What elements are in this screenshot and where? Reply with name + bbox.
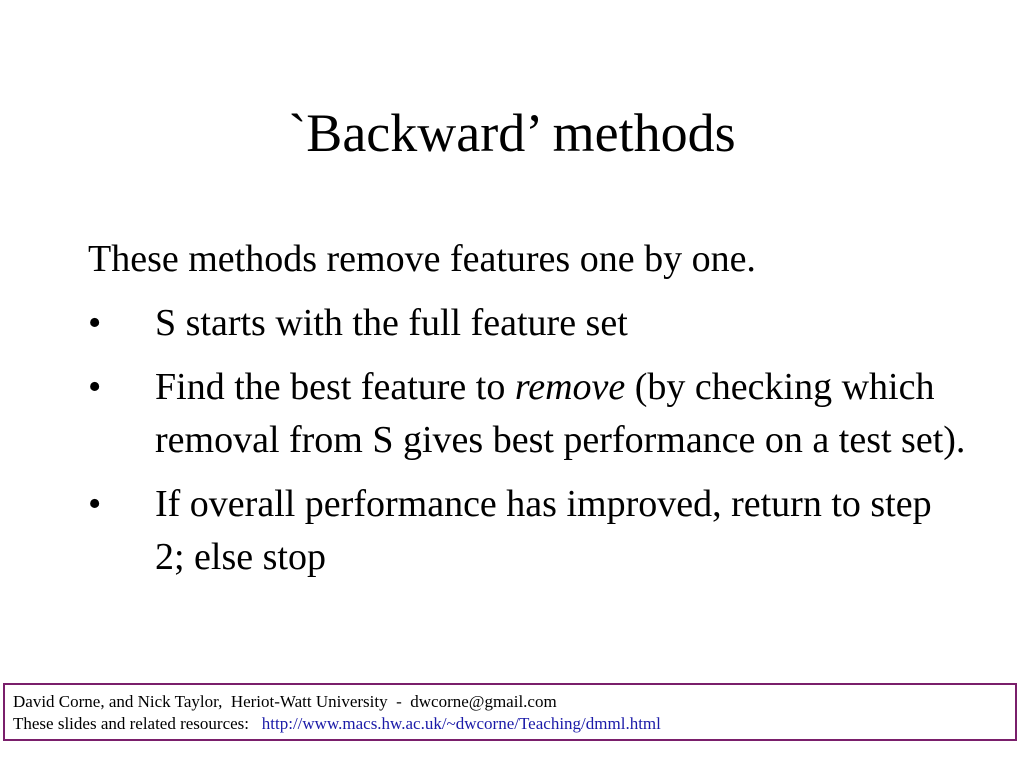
footer-resources-label: These slides and related resources:: [13, 714, 262, 733]
bullet-item: [88, 361, 968, 467]
slide-body: [88, 233, 968, 595]
bullet-text-after: (by checking which removal from S gives best performance on a test set).: [155, 366, 966, 461]
footer-resources-link[interactable]: http://www.macs.hw.ac.uk/~dwcorne/Teaching/dmml.html: [261, 714, 661, 733]
bullet-marker: •: [88, 366, 102, 408]
bullet-text: [155, 366, 965, 461]
bullet-list: [88, 297, 968, 584]
bullet-item: [88, 297, 968, 350]
footer-resources: [13, 713, 1015, 735]
bullet-marker: •: [88, 483, 102, 525]
footer-credits: David Corne, and Nick Taylor, Heriot-Watt University - dwcorne@gmail.com: [13, 692, 557, 711]
bullet-text-emphasis: remove: [514, 366, 626, 408]
bullet-text: If overall performance has improved, return to step 2; else stop: [155, 483, 932, 578]
bullet-item: [88, 478, 968, 584]
footer-box: [3, 683, 1017, 741]
bullet-marker: •: [88, 302, 102, 344]
intro-text: These methods remove features one by one.: [88, 238, 756, 280]
bullet-text-before: Find the best feature to: [155, 366, 515, 408]
bullet-text: S starts with the full feature set: [155, 302, 628, 344]
slide-title: `Backward’ methods: [288, 103, 736, 163]
